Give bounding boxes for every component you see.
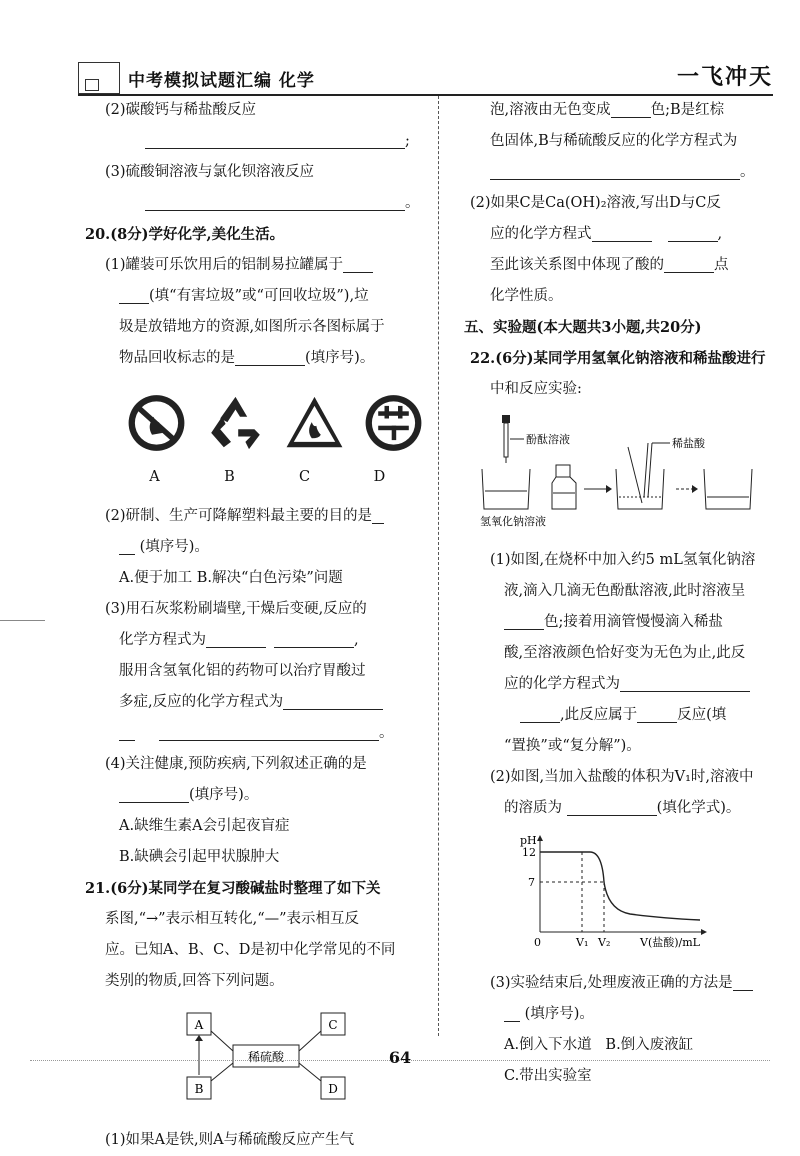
left-column bbox=[85, 95, 425, 1156]
column-divider bbox=[438, 96, 439, 1036]
q20-4-line2 bbox=[85, 780, 425, 811]
q22-1-text-f: ,此反应属于 bbox=[560, 707, 638, 723]
q22-2-text-c: (填化学式)。 bbox=[656, 800, 741, 816]
q22-1-line5 bbox=[470, 669, 785, 700]
q21-text-a: 21.(6分)某同学在复习酸碱盐时整理了如下关 bbox=[85, 880, 381, 897]
label-hydrochloric-acid: 稀盐酸 bbox=[672, 437, 705, 450]
header-left bbox=[78, 62, 315, 94]
graph-y-label: pH bbox=[520, 834, 537, 847]
q20-3-text-d: 多症,反应的化学方程式为 bbox=[119, 694, 284, 710]
q20-1-line2 bbox=[85, 281, 425, 312]
ph-titration-graph bbox=[510, 832, 710, 950]
q20-3-line2: 化学方程式为 , bbox=[119, 632, 359, 648]
label-phenolphthalein: 酚酞溶液 bbox=[526, 433, 570, 446]
q22-1-line6 bbox=[470, 700, 785, 731]
q22-1-text-a: (1)如图,在烧杯中加入约5 mL氢氧化钠溶 bbox=[490, 552, 756, 568]
q21-1-answer: 。 bbox=[470, 157, 785, 188]
q20-4-text-a: (4)关注健康,预防疾病,下列叙述正确的是 bbox=[105, 756, 367, 772]
page-header bbox=[78, 58, 773, 96]
publisher-logo-icon bbox=[78, 62, 120, 94]
diagram-node-d: D bbox=[328, 1082, 338, 1096]
q20-1-text-d: 物品回收标志的是 bbox=[119, 350, 235, 366]
diagram-node-c: C bbox=[328, 1018, 338, 1032]
graph-origin: 0 bbox=[534, 936, 541, 949]
q22-1-text-c: 色;接着用滴管慢慢滴入稀盐 bbox=[544, 614, 723, 630]
q20-3-line5: 。 bbox=[85, 718, 425, 749]
q20-4-line1 bbox=[85, 749, 425, 780]
q21-1-text-b: 色;B是红棕 bbox=[650, 102, 725, 118]
q22-1-text-d: 酸,至溶液颜色恰好变为无色为止,此反 bbox=[504, 645, 746, 661]
q20-1-text-b: (填“有害垃圾”或“可回收垃圾”),垃 bbox=[149, 288, 369, 304]
graph-x-tick-v2: V₂ bbox=[598, 936, 611, 949]
q20-2-options: A.便于加工 B.解决“白色污染”问题 bbox=[119, 570, 343, 586]
q19-part3-answer: 。 bbox=[85, 188, 425, 219]
q20-1-line1 bbox=[85, 250, 425, 281]
q21-2-text-b: 应的化学方程式 bbox=[490, 226, 592, 242]
q22-3-option-a: A.倒入下水道 bbox=[504, 1037, 592, 1053]
q20-4-option-a: A.缺维生素A会引起夜盲症 bbox=[119, 818, 290, 834]
recyclable-mark-icon bbox=[362, 388, 425, 458]
q20-2-line1 bbox=[85, 501, 425, 532]
q20-3-text-c: 服用含氢氧化铝的药物可以治疗胃酸过 bbox=[119, 663, 366, 679]
lab-apparatus-figure bbox=[480, 411, 760, 529]
icon-label-c: C bbox=[298, 469, 311, 485]
icon-labels bbox=[125, 462, 425, 493]
recycling-icons bbox=[125, 388, 425, 458]
q20-4-text-b: (填序号)。 bbox=[189, 787, 259, 803]
diagram-node-b: B bbox=[194, 1082, 204, 1096]
q22-1-line3 bbox=[470, 607, 785, 638]
q22-1-text-g: 反应(填 bbox=[677, 707, 727, 723]
q22-2-text-a: (2)如图,当加入盐酸的体积为V₁时,溶液中 bbox=[490, 769, 754, 785]
binding-mark bbox=[0, 620, 45, 621]
q20-2-text-a: (2)研制、生产可降解塑料最主要的目的是 bbox=[105, 508, 373, 524]
graph-x-label: V(盐酸)/mL bbox=[640, 936, 700, 949]
q22-2-line2 bbox=[470, 793, 785, 824]
q21-2-text-d: 点 bbox=[714, 257, 729, 273]
q21-text-c: 应。已知A、B、C、D是初中化学常见的不同 bbox=[105, 942, 396, 958]
q21-2-text-c: 至此该关系图中体现了酸的 bbox=[490, 257, 664, 273]
flammable-warning-icon bbox=[283, 388, 346, 458]
section-five-heading: 五、实验题(本大题共3小题,共20分) bbox=[464, 319, 702, 336]
q22-1-text-e: 应的化学方程式为 bbox=[504, 676, 620, 692]
q21-text-b: 系图,“→”表示相互转化,“—”表示相互反 bbox=[105, 911, 360, 927]
q21-2-line3 bbox=[470, 250, 785, 281]
q21-1-text-c: 色固体,B与稀硫酸反应的化学方程式为 bbox=[490, 133, 738, 149]
q22-3-text-b: (填序号)。 bbox=[524, 1006, 594, 1022]
icon-label-d: D bbox=[373, 469, 386, 485]
brand-logo: 一飞冲天 bbox=[676, 65, 773, 90]
right-column bbox=[464, 95, 785, 1092]
q20-3-text-a: (3)用石灰浆粉刷墙壁,干燥后变硬,反应的 bbox=[105, 601, 367, 617]
q22-3-option-b: B.倒入废液缸 bbox=[605, 1037, 694, 1053]
graph-y-tick-12: 12 bbox=[522, 846, 536, 859]
label-sodium-hydroxide: 氢氧化钠溶液 bbox=[480, 515, 546, 528]
q20-4-option-b: B.缺碘会引起甲状腺肿大 bbox=[119, 849, 280, 865]
q22-1-text-h: “置换”或“复分解”)。 bbox=[504, 738, 641, 754]
q20-3-line4 bbox=[85, 687, 425, 718]
q22-3-line1 bbox=[470, 968, 785, 999]
q22-text-a: 22.(6分)某同学用氢氧化钠溶液和稀盐酸进行 bbox=[470, 350, 766, 367]
q22-3-option-c: C.带出实验室 bbox=[504, 1068, 592, 1084]
diagram-node-a: A bbox=[194, 1018, 204, 1032]
q20-3-text-b: 化学方程式为 bbox=[119, 632, 206, 648]
q20-1-text-e: (填序号)。 bbox=[305, 350, 375, 366]
q21-2-text-a: (2)如果C是Ca(OH)₂溶液,写出D与C反 bbox=[470, 195, 721, 211]
page-number: 64 bbox=[388, 1048, 412, 1067]
q20-1-text-a: (1)罐装可乐饮用后的铝制易拉罐属于 bbox=[105, 257, 344, 273]
q19-part2: (2)碳酸钙与稀盐酸反应 bbox=[105, 102, 257, 118]
recycle-icon bbox=[204, 388, 267, 458]
no-fire-icon bbox=[125, 388, 188, 458]
graph-y-tick-7: 7 bbox=[528, 876, 535, 889]
q20-2-line2 bbox=[85, 532, 425, 563]
icon-label-b: B bbox=[224, 469, 235, 485]
q22-text-b: 中和反应实验: bbox=[490, 381, 582, 397]
q20-2-text-b: (填序号)。 bbox=[139, 539, 209, 555]
q21-text-d: 类别的物质,回答下列问题。 bbox=[105, 973, 284, 989]
q19-part3: (3)硫酸铜溶液与氯化钡溶液反应 bbox=[105, 164, 315, 180]
q22-1-text-b: 液,滴入几滴无色酚酞溶液,此时溶液呈 bbox=[504, 583, 746, 599]
q22-3-text-a: (3)实验结束后,处理废液正确的方法是 bbox=[490, 975, 733, 991]
q20-1-line4 bbox=[85, 343, 425, 374]
graph-x-tick-v1: V₁ bbox=[576, 936, 589, 949]
q21-2-line2: 应的化学方程式 , bbox=[490, 226, 723, 242]
q21-part1: (1)如果A是铁,则A与稀硫酸反应产生气 bbox=[105, 1132, 355, 1148]
q20-heading: 20.(8分)学好化学,美化生活。 bbox=[85, 226, 285, 243]
series-title: 中考模拟试题汇编 化学 bbox=[128, 70, 315, 91]
q21-1-text-a: 泡,溶液由无色变成 bbox=[490, 102, 611, 118]
q22-3-line2 bbox=[470, 999, 785, 1030]
icon-label-a: A bbox=[149, 469, 160, 485]
q19-part2-answer: ; bbox=[85, 126, 425, 157]
diagram-node-acid: 稀硫酸 bbox=[247, 1050, 285, 1064]
q22-2-text-b: 的溶质为 bbox=[504, 800, 562, 816]
q21-2-text-e: 化学性质。 bbox=[490, 288, 563, 304]
q20-1-text-c: 圾是放错地方的资源,如图所示各图标属于 bbox=[119, 319, 385, 335]
q21-1-cont-line1 bbox=[470, 95, 785, 126]
